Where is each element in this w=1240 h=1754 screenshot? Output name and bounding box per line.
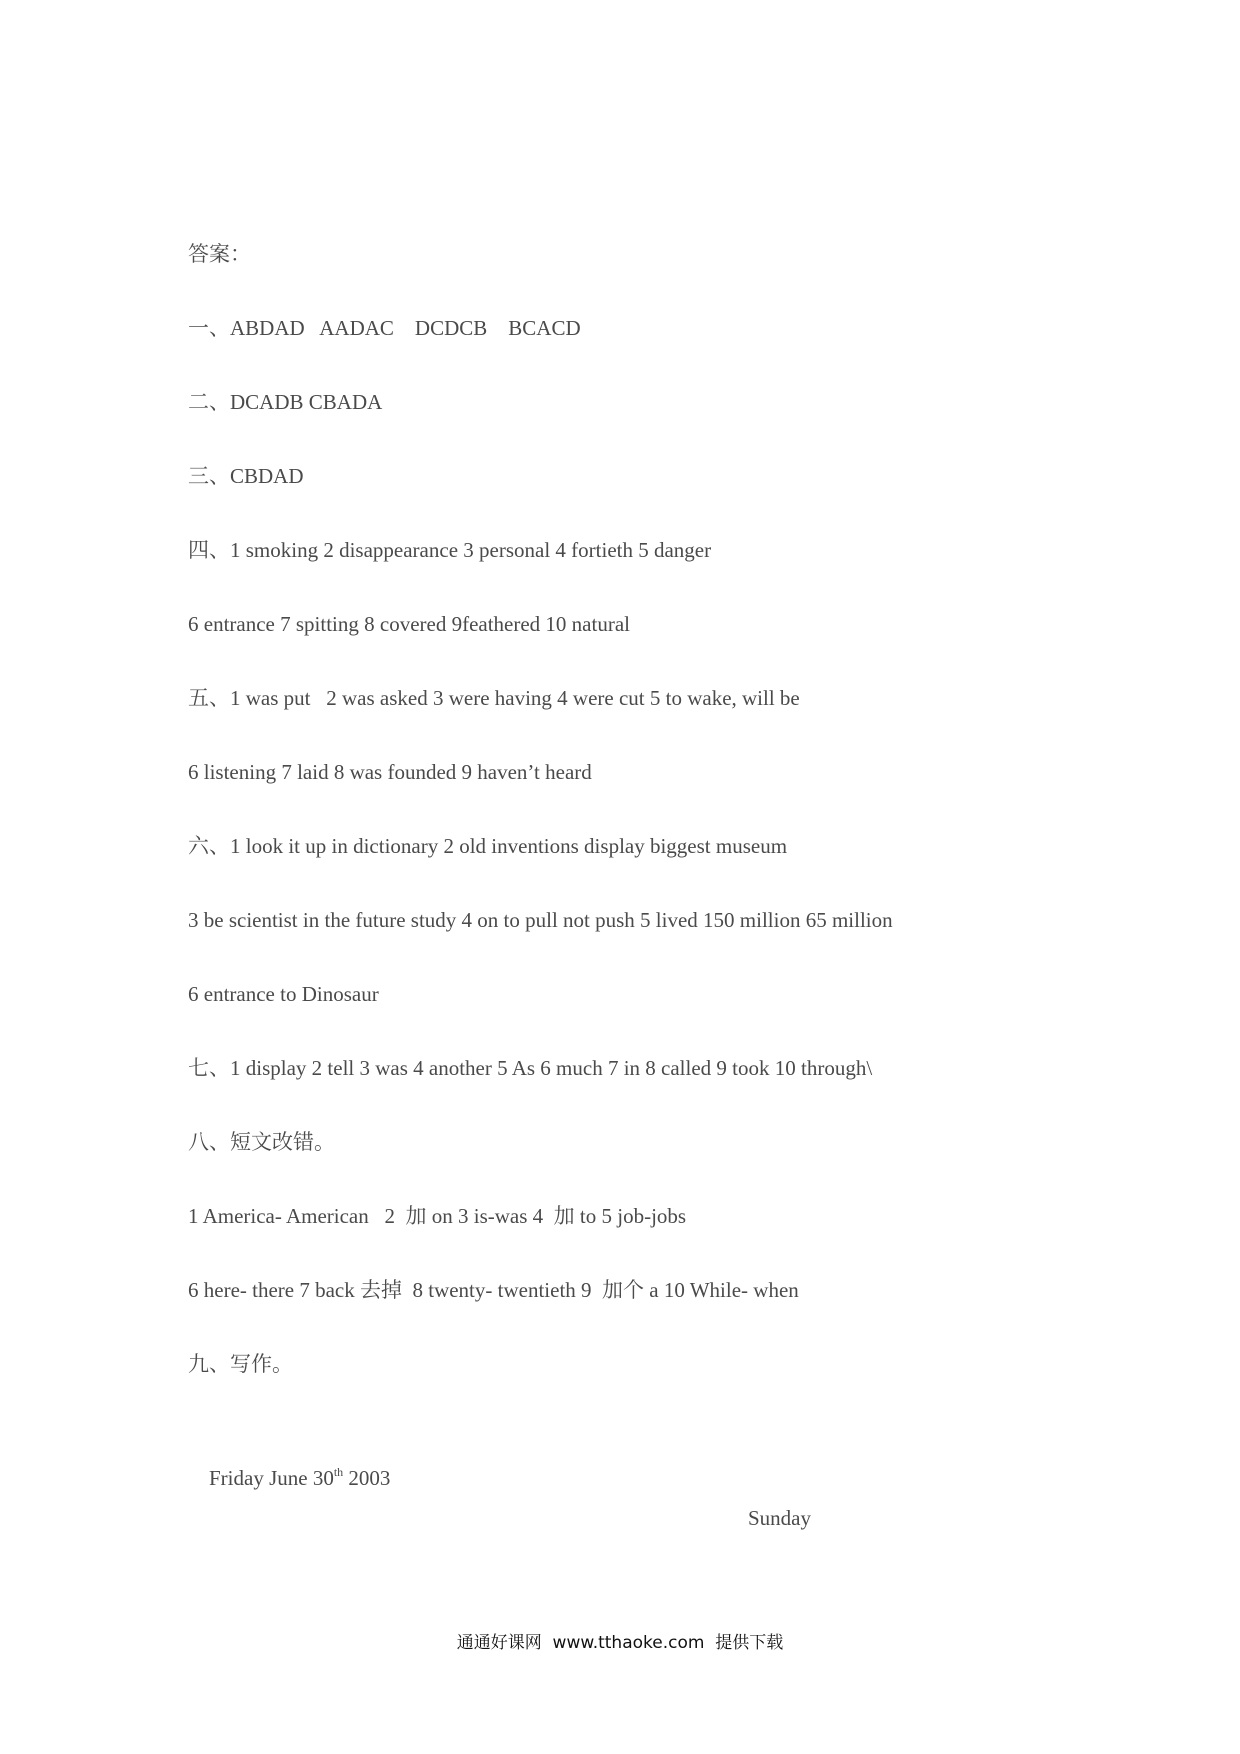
answer-section-6-line-3: 6 entrance to Dinosaur	[188, 982, 379, 1006]
answer-section-5-line-1: 五、1 was put 2 was asked 3 were having 4 were cut 5 to wake, will be	[188, 686, 800, 710]
weekday-text: Sunday	[748, 1506, 811, 1530]
answer-section-8-heading: 八、短文改错。	[188, 1130, 335, 1154]
page-footer: 通通好课网 www.tthaoke.com 提供下载	[456, 1633, 784, 1653]
date-superscript: th	[333, 1465, 344, 1479]
answer-section-6-line-1: 六、1 look it up in dictionary 2 old inventions display biggest museum	[188, 834, 788, 858]
answer-section-8-line-2: 6 here- there 7 back 去掉 8 twenty- twentieth 9 加个 a 10 While- when	[188, 1278, 799, 1302]
answer-heading: 答案：	[188, 242, 251, 266]
answer-section-3: 三、CBDAD	[188, 464, 304, 488]
answer-section-8-line-1: 1 America- American 2 加 on 3 is-was 4 加 to 5 job-jobs	[188, 1204, 687, 1228]
answer-section-5-line-2: 6 listening 7 laid 8 was founded 9 haven’t heard	[188, 760, 592, 784]
date-year: 2003	[343, 1466, 391, 1490]
answer-section-1: 一、ABDAD AADAC DCDCB BCACD	[188, 316, 581, 340]
answer-section-9-heading: 九、写作。	[188, 1352, 293, 1376]
answer-section-4-line-1: 四、1 smoking 2 disappearance 3 personal 4 fortieth 5 danger	[188, 538, 712, 562]
date-text: Friday June 30	[209, 1466, 334, 1490]
answer-section-2: 二、DCADB CBADA	[188, 390, 383, 414]
answer-section-4-line-2: 6 entrance 7 spitting 8 covered 9feathered 10 natural	[188, 612, 630, 636]
answer-section-6-line-2: 3 be scientist in the future study 4 on to pull not push 5 lived 150 million 65 million	[188, 908, 893, 932]
writing-date-line	[188, 1418, 1088, 1530]
answer-section-7: 七、1 display 2 tell 3 was 4 another 5 As 6 much 7 in 8 called 9 took 10 through\	[188, 1056, 873, 1080]
